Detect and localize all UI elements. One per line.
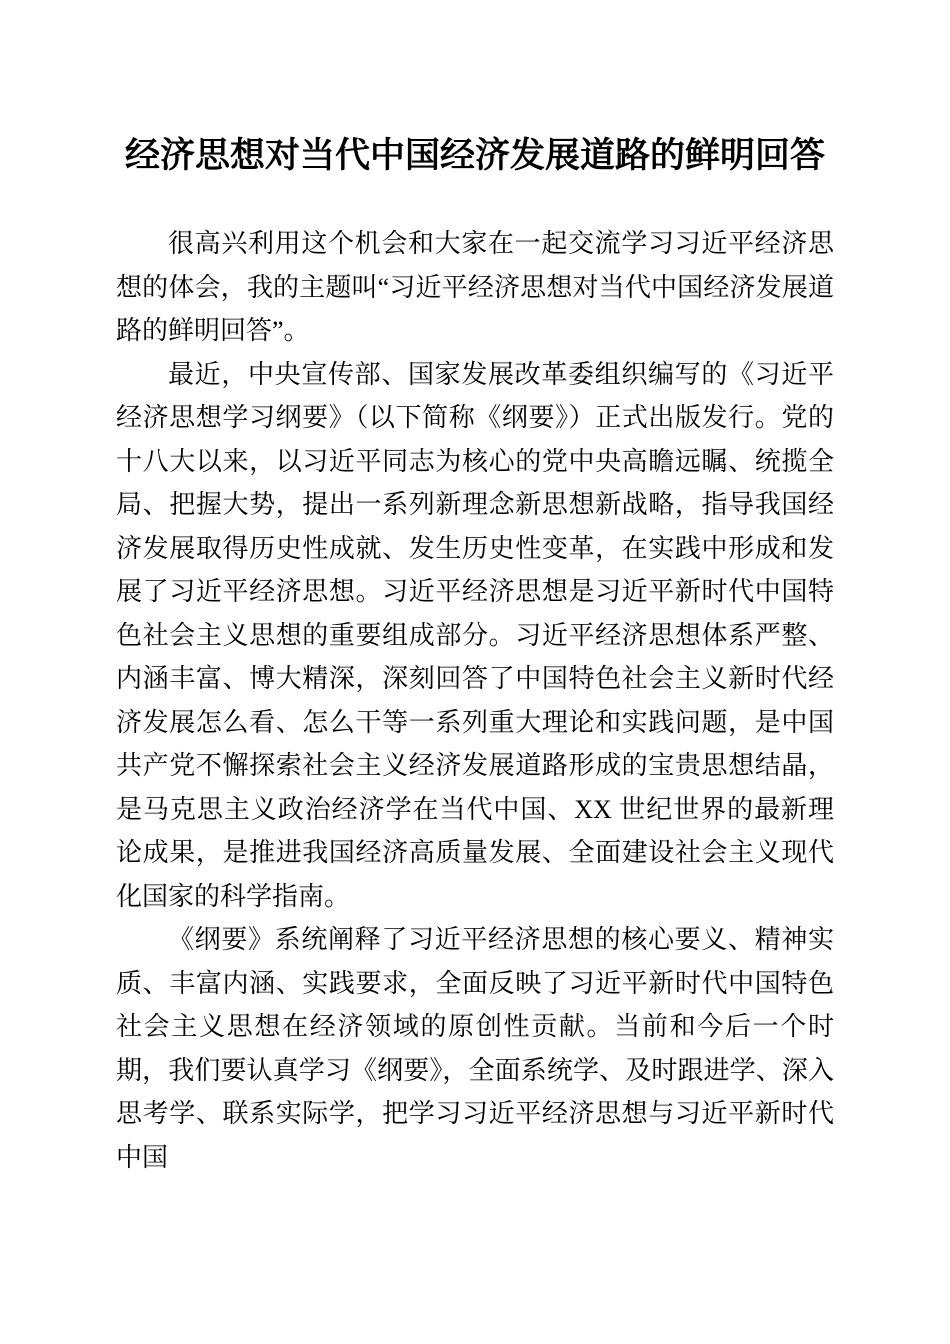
- document-title: 经济思想对当代中国经济发展道路的鲜明回答: [124, 136, 825, 175]
- document-body: [116, 222, 834, 1179]
- paragraph-gangyao-study: 《纲要》系统阐释了习近平经济思想的核心要义、精神实质、丰富内涵、实践要求，全面反映了习近平新时代中国特色社会主义思想在经济领域的原创性贡献。当前和今后一个时期，我们要认真学习《纲要》，全面系统学、及时跟进学、深入思考学、联系实际学，把学习习近平经济思想与习近平新时代中国: [116, 925, 834, 1172]
- paragraph-gangyao-publication: 最近，中央宣传部、国家发展改革委组织编写的《习近平经济思想学习纲要》（以下简称《纲要》）正式出版发行。党的十八大以来，以习近平同志为核心的党中央高瞻远瞩、统揽全局、把握大势，提出一系列新理念新思想新战略，指导我国经济发展取得历史性成就、发生历史性变革，在实践中形成和发展了习近平经济思想。习近平经济思想是习近平新时代中国特色社会主义思想的重要组成部分。习近平经济思想体系严整、内涵丰富、博大精深，深刻回答了中国特色社会主义新时代经济发展怎么看、怎么干等一系列重大理论和实践问题，是中国共产党不懈探索社会主义经济发展道路形成的宝贵思想结晶，是马克思主义政治经济学在当代中国、XX 世纪世界的最新理论成果，是推进我国经济高质量发展、全面建设社会主义现代化国家的科学指南。: [116, 359, 834, 911]
- paragraph-intro: 很高兴利用这个机会和大家在一起交流学习习近平经济思想的体会，我的主题叫“习近平经济思想对当代中国经济发展道路的鲜明回答”。: [116, 229, 834, 345]
